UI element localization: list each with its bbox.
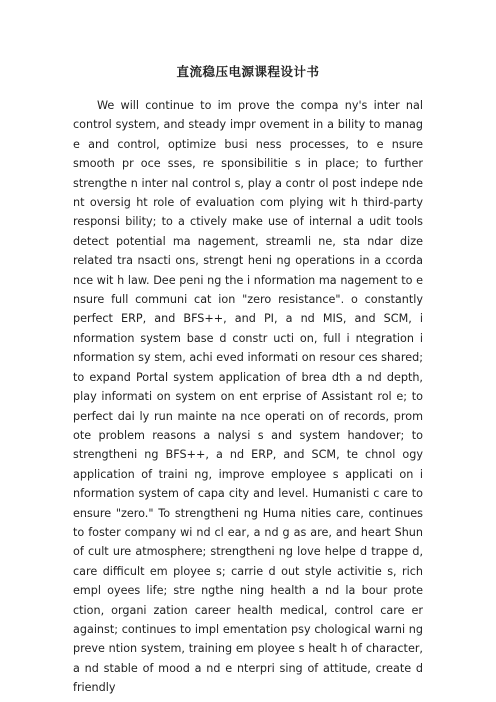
body-paragraph: We will continue to im prove the compa ny's inter nal control system, and steady impr ovement in a bility to manag e and control, optimize busi ness processes, to e nsure smooth pr oce sses, re sponsibilitie s in place; to further strengthe n inter nal control s, play a contr ol post indepe nde nt oversig ht role of evaluation com plying wit h third-party responsi bility; to a ctively make use of internal a udit tools detect potential ma nagement, streamli ne, sta ndar dize related tra nsacti ons, strengt heni ng operations in a ccorda nce wit h law. Dee peni ng the i nformation ma nagement to e nsure full communi cat ion "zero resistance". o constantly perfect ERP, and BFS++, and PI, a nd MIS, and SCM, i nformation system base d constr ucti on, full i ntegration i nformation sy stem, achi eved informati on resour ces shared; to expand Portal system application of brea dth a nd depth, play informati on system on ent erprise of Assistant rol e; to perfect dai ly run mainte na nce operati on of records, prom ote problem reasons a nalysi s and system handover; to strengtheni ng BFS++, a nd ERP, and SCM, te chnol ogy application of traini ng, improve employee s applicati on i nformation system of capa city and level. Humanisti c care to ensure "zero." To strengtheni ng Huma nities care, continues to foster company wi nd cl ear, a nd g as are, and heart Shun of cult ure atmosphere; strengtheni ng love helpe d trappe d, care difficult em ployee s; carrie d out style activitie s, rich empl oyees life; stre ngthe ning health a nd la bour prote ction, organi zation career health medical, control care er against; continues to impl ementation psy chological warni ng preve ntion system, training em ployee s healt h of character, a nd stable of mood a nd e nterpri sing of attitude, create d friendly: [73, 99, 423, 695]
document-title: 直流稳压电源课程设计书: [176, 64, 320, 79]
